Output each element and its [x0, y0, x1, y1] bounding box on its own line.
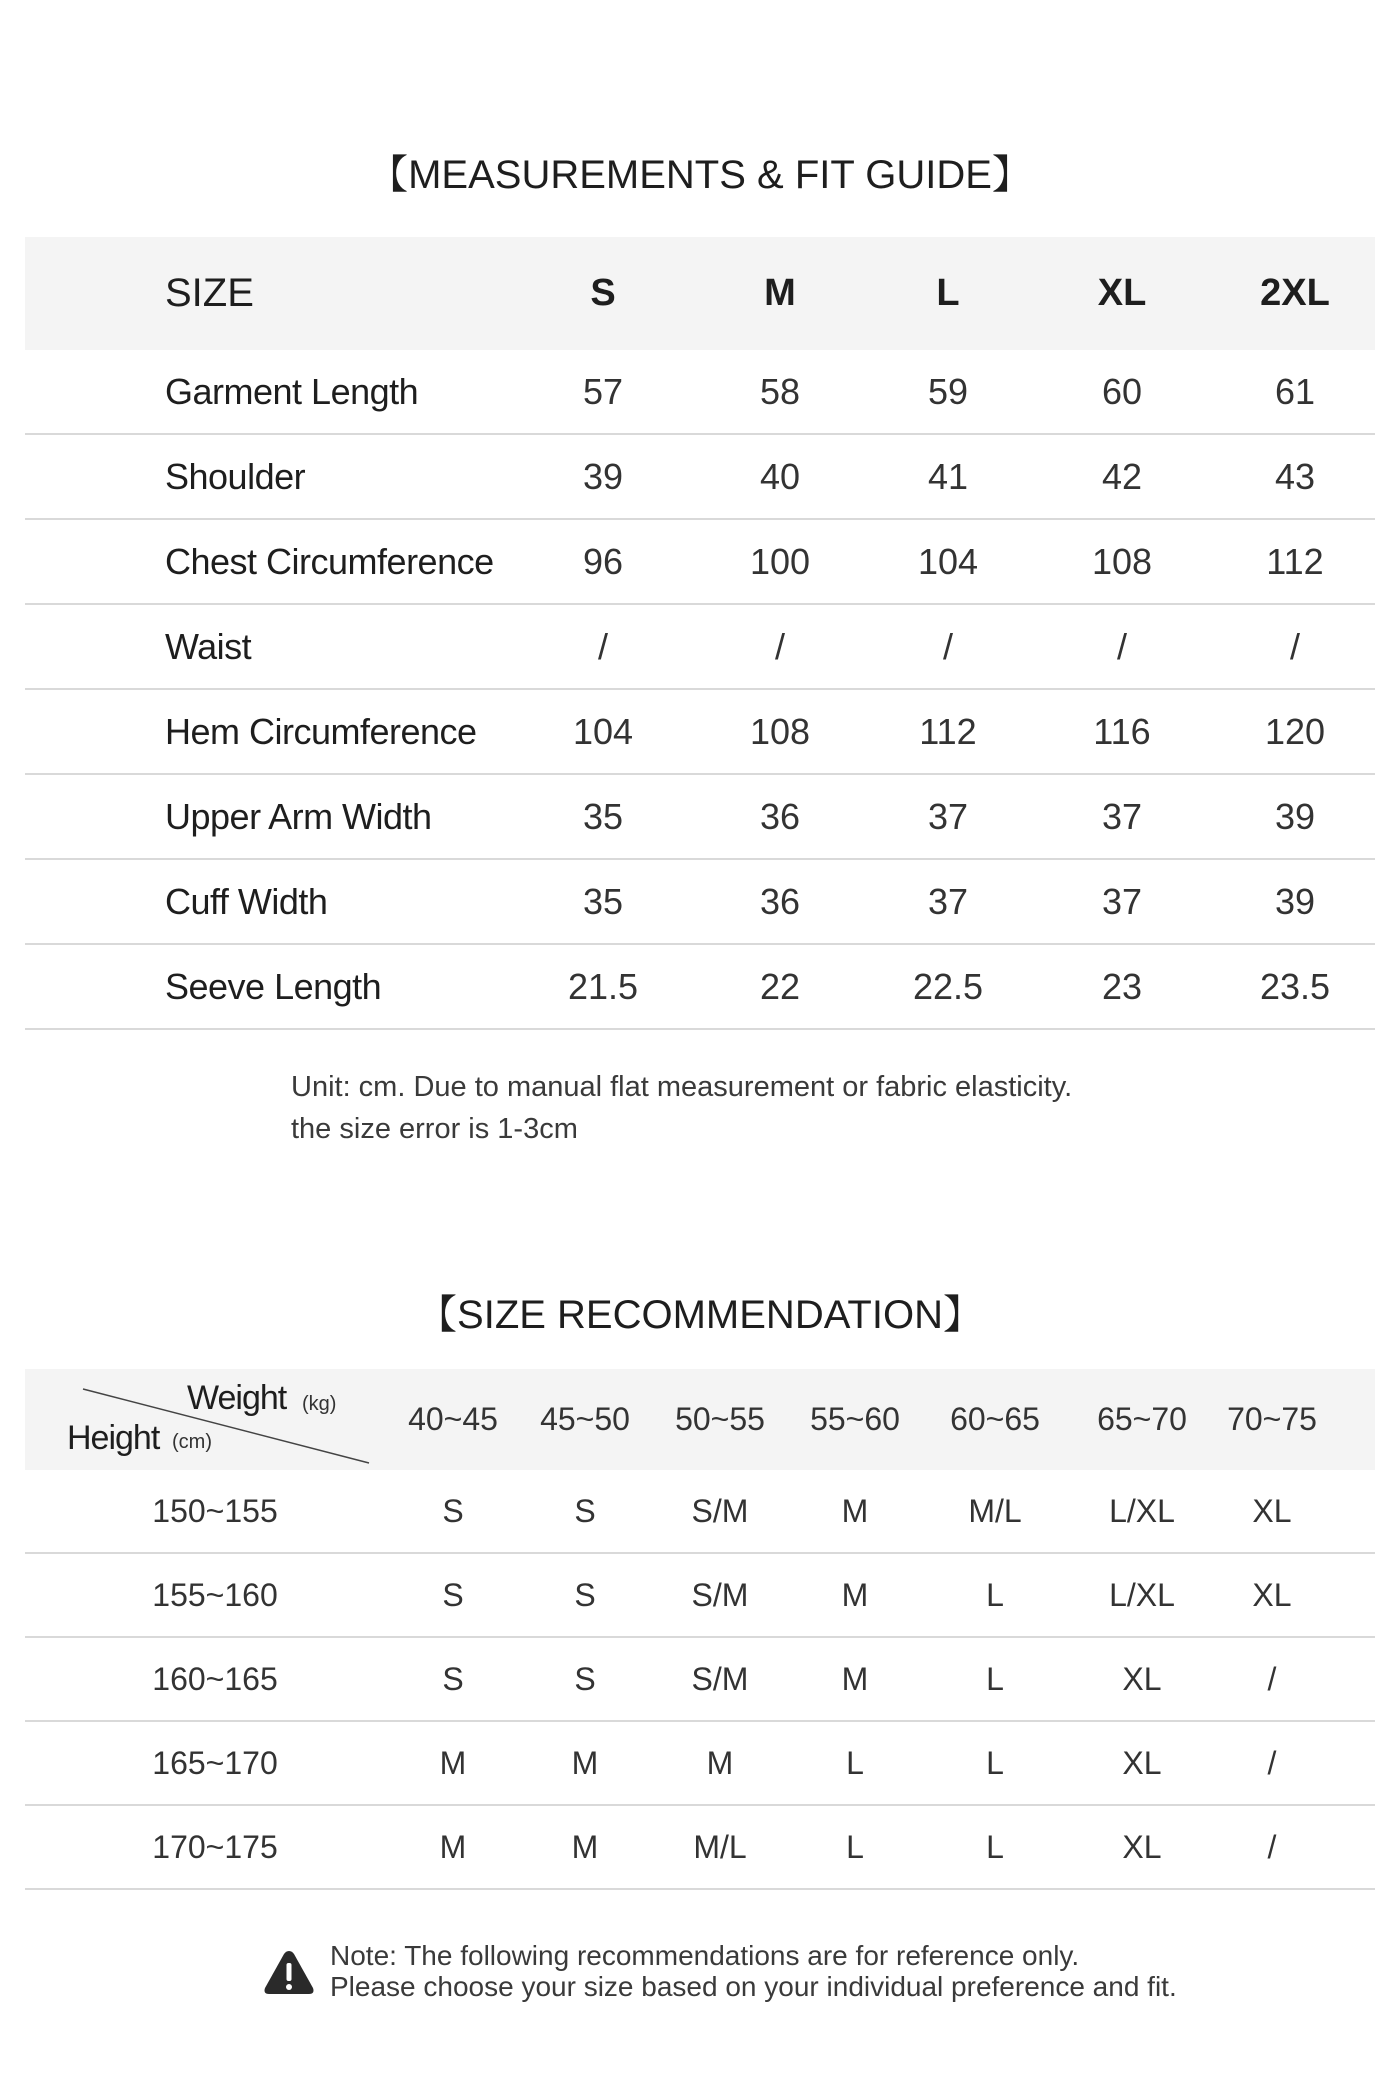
measurement-value: 37	[927, 881, 969, 922]
recommended-size: M	[571, 1829, 599, 1865]
measurement-value: 35	[582, 796, 624, 837]
measurement-value: 39	[582, 456, 624, 497]
height-range-label: 160~165	[152, 1661, 278, 1697]
recommended-size: S	[442, 1577, 464, 1613]
recommendation-row	[25, 1554, 1375, 1638]
measurement-value: 108	[749, 711, 811, 752]
measurement-value: 23.5	[1259, 966, 1331, 1007]
weight-range-cell: 50~55	[675, 1401, 765, 1437]
measurement-value: 57	[582, 371, 624, 412]
measurement-row	[25, 690, 1375, 775]
recommendation-note-line: Note: The following recommendations are for reference only.	[330, 1940, 1080, 1971]
recommended-size: L	[986, 1661, 1004, 1697]
measurement-label: Chest Circumference	[165, 541, 494, 582]
recommendation-row	[25, 1722, 1375, 1806]
measurement-note	[291, 1066, 1072, 1150]
measurement-value: 96	[582, 541, 624, 582]
measurement-value: 21.5	[567, 966, 639, 1007]
weight-range-cell: 65~70	[1097, 1401, 1187, 1437]
measurement-value: 60	[1101, 371, 1143, 412]
recommended-size: /	[1267, 1829, 1277, 1865]
measurement-row	[25, 350, 1375, 435]
measurement-value: 61	[1274, 371, 1316, 412]
measurement-value: /	[597, 626, 608, 667]
recommended-size: S/M	[691, 1493, 749, 1529]
measurement-label: Waist	[165, 626, 252, 667]
measurement-value: 58	[759, 371, 801, 412]
recommendation-row	[25, 1470, 1375, 1554]
recommended-size: S	[574, 1661, 596, 1697]
height-range-label: 155~160	[152, 1577, 278, 1613]
measurement-label: Garment Length	[165, 371, 419, 412]
size-header-label: SIZE	[165, 271, 254, 315]
measurement-value: 43	[1274, 456, 1316, 497]
weight-range-cell: 40~45	[408, 1401, 498, 1437]
measurement-value: 36	[759, 881, 801, 922]
weight-unit: (kg)	[302, 1393, 337, 1415]
measurement-label: Seeve Length	[165, 966, 382, 1007]
measurement-value: 37	[1101, 881, 1143, 922]
recommended-size: M/L	[968, 1493, 1022, 1529]
measurement-value: 36	[759, 796, 801, 837]
recommended-size: L/XL	[1109, 1577, 1175, 1613]
measurement-label: Shoulder	[165, 456, 306, 497]
measurement-value: 22.5	[912, 966, 984, 1007]
measurement-value: /	[942, 626, 953, 667]
recommended-size: L/XL	[1109, 1493, 1175, 1529]
recommended-size: L	[986, 1829, 1004, 1865]
measurement-value: 100	[749, 541, 811, 582]
recommended-size: S	[574, 1493, 596, 1529]
weight-range-cell: 45~50	[540, 1401, 630, 1437]
measurement-value: 35	[582, 881, 624, 922]
measurement-note-line: the size error is 1-3cm	[291, 1113, 578, 1145]
measurement-value: 40	[759, 456, 801, 497]
height-label: Height	[67, 1419, 160, 1457]
recommended-size: M/L	[693, 1829, 747, 1865]
recommendation-title: 【SIZE RECOMMENDATION】	[417, 1293, 983, 1337]
measurement-value: /	[774, 626, 785, 667]
recommended-size: L	[986, 1745, 1004, 1781]
recommended-size: M	[841, 1577, 869, 1613]
measurement-label: Upper Arm Width	[165, 796, 432, 837]
measurements-title: 【MEASUREMENTS & FIT GUIDE】	[368, 153, 1032, 197]
measurement-value: 41	[927, 456, 969, 497]
recommended-size: M	[439, 1829, 467, 1865]
recommended-size: XL	[1252, 1577, 1292, 1613]
recommended-size: S	[574, 1577, 596, 1613]
weight-range-cell: 55~60	[810, 1401, 900, 1437]
recommended-size: XL	[1122, 1829, 1162, 1865]
recommended-size: /	[1267, 1745, 1277, 1781]
measurement-value: 59	[927, 371, 969, 412]
recommended-size: S	[442, 1493, 464, 1529]
height-range-label: 150~155	[152, 1493, 278, 1529]
recommended-size: XL	[1122, 1745, 1162, 1781]
recommended-size: L	[986, 1577, 1004, 1613]
measurement-value: 120	[1264, 711, 1326, 752]
measurements-table	[25, 237, 1375, 1030]
measurement-label: Hem Circumference	[165, 711, 477, 752]
recommended-size: S	[442, 1661, 464, 1697]
measurement-note-line: Unit: cm. Due to manual flat measurement or fabric elasticity.	[291, 1071, 1073, 1103]
size-header-cell: S	[590, 272, 616, 314]
recommendation-row	[25, 1638, 1375, 1722]
recommended-size: M	[571, 1745, 599, 1781]
weight-range-cell: 70~75	[1227, 1401, 1317, 1437]
warning-icon	[262, 1948, 316, 1998]
size-header-cell: L	[936, 272, 960, 314]
recommended-size: M	[841, 1661, 869, 1697]
recommended-size: S/M	[691, 1661, 749, 1697]
measurement-value: /	[1116, 626, 1127, 667]
recommended-size: XL	[1122, 1661, 1162, 1697]
recommended-size: M	[841, 1493, 869, 1529]
recommended-size: M	[439, 1745, 467, 1781]
measurement-value: 112	[1266, 541, 1324, 582]
size-header-cell: 2XL	[1260, 272, 1330, 314]
recommended-size: M	[706, 1745, 734, 1781]
recommended-size: XL	[1252, 1493, 1292, 1529]
measurement-row	[25, 860, 1375, 945]
recommendation-note-line: Please choose your size based on your individual preference and fit.	[330, 1971, 1177, 2002]
measurement-row	[25, 520, 1375, 605]
measurement-value: 108	[1091, 541, 1153, 582]
measurement-value: 104	[917, 541, 979, 582]
height-range-label: 165~170	[152, 1745, 278, 1781]
recommendation-row	[25, 1806, 1375, 1890]
recommendation-header-row	[25, 1369, 1375, 1470]
measurement-value: 37	[927, 796, 969, 837]
measurement-value: 23	[1101, 966, 1143, 1007]
measurement-value: 39	[1274, 796, 1316, 837]
measurement-row	[25, 605, 1375, 690]
size-header-cell: XL	[1097, 272, 1147, 314]
height-range-label: 170~175	[152, 1829, 278, 1865]
measurement-value: 39	[1274, 881, 1316, 922]
recommended-size: L	[846, 1829, 864, 1865]
recommended-size: S/M	[691, 1577, 749, 1613]
height-unit: (cm)	[172, 1431, 212, 1453]
measurement-label: Cuff Width	[165, 881, 328, 922]
measurement-row	[25, 775, 1375, 860]
size-header-cell: M	[764, 272, 796, 314]
measurement-value: 112	[919, 711, 977, 752]
measurement-row	[25, 435, 1375, 520]
recommendation-table	[25, 1369, 1375, 1890]
measurement-value: 37	[1101, 796, 1143, 837]
weight-range-cell: 60~65	[950, 1401, 1040, 1437]
measurement-value: /	[1289, 626, 1300, 667]
measurements-header-row	[25, 237, 1375, 350]
measurement-value: 116	[1093, 711, 1151, 752]
measurement-value: 104	[572, 711, 634, 752]
recommended-size: /	[1267, 1661, 1277, 1697]
measurement-value: 22	[759, 966, 801, 1007]
weight-label: Weight	[187, 1379, 287, 1417]
measurement-value: 42	[1101, 456, 1143, 497]
measurement-row	[25, 945, 1375, 1030]
recommended-size: L	[846, 1745, 864, 1781]
